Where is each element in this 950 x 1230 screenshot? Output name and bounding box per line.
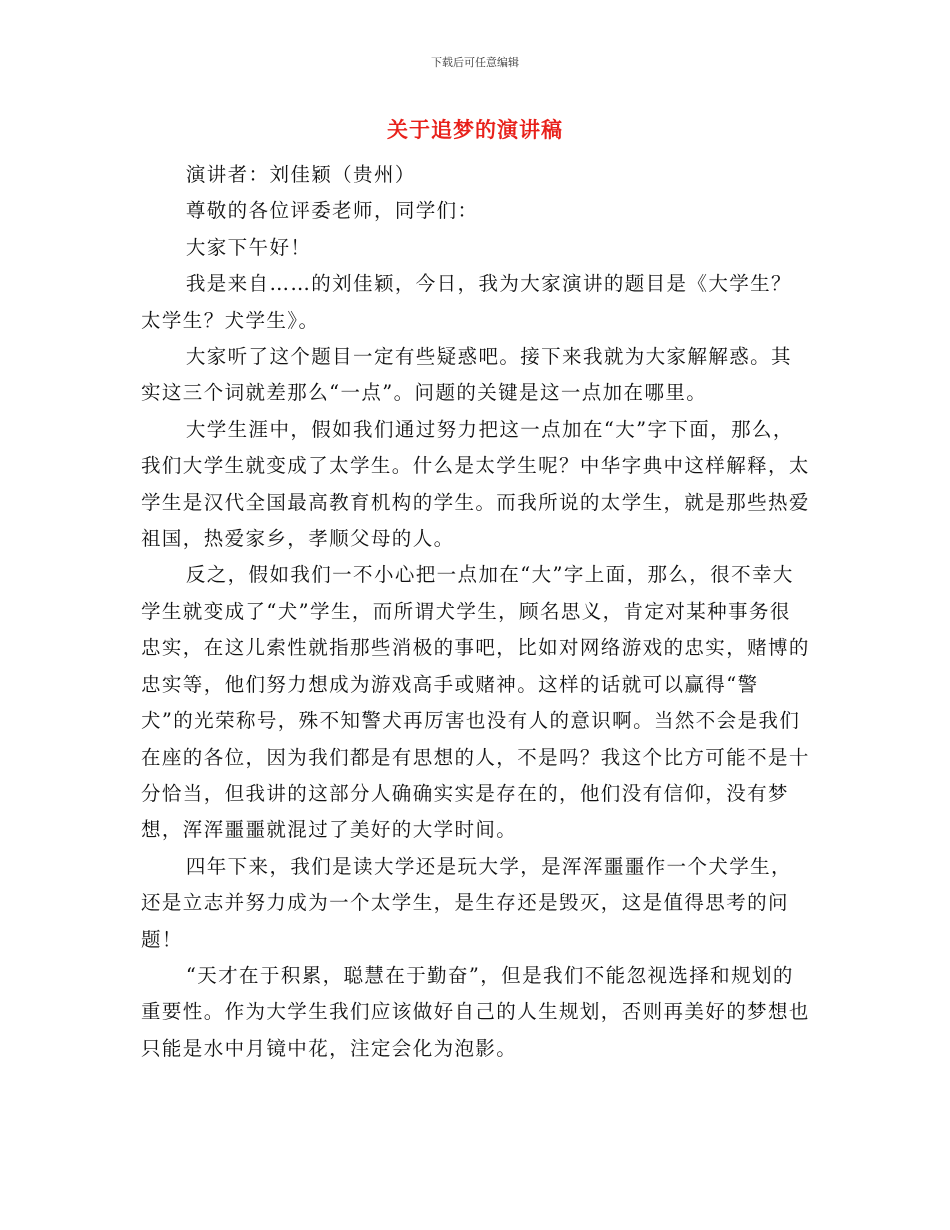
paragraph-intro: 我是来自……的刘佳颖，今日，我为大家演讲的题目是《大学生？太学生？犬学生》。 (141, 272, 792, 332)
greeting: 大家下午好！ (185, 235, 312, 259)
paragraph-question: 大家听了这个题目一定有些疑惑吧。接下来我就为大家解解惑。其实这三个词就差那么“一点”。问题的关键是这一点加在哪里。 (141, 345, 792, 405)
page-header-note: 下载后可任意编辑 (431, 56, 519, 69)
paragraph-planning: “天才在于积累，聪慧在于勤奋”，但是我们不能忽视选择和规划的重要性。作为大学生我们应该做好自己的人生规划，否则再美好的梦想也只能是水中月镜中花，注定会化为泡影。 (141, 963, 810, 1060)
speaker-line: 演讲者：刘佳颖（贵州） (185, 163, 416, 186)
paragraph-taixuesheng: 大学生涯中，假如我们通过努力把这一点加在“大”字下面，那么，我们大学生就变成了太学生。什么是太学生呢？中华字典中这样解释，太学生是汉代全国最高教育机构的学生。而我所说的太学生，就是那些热爱祖国，热爱家乡，孝顺父母的人。 (141, 417, 810, 551)
document-title: 关于追梦的演讲稿 (387, 118, 563, 142)
paragraph-quanxuesheng: 反之，假如我们一不小心把一点加在“大”字上面，那么，很不幸大学生就变成了“犬”学生，而所谓犬学生，顾名思义，肯定对某种事务很忠实，在这儿索性就指那些消极的事吧，比如对网络游戏的忠实，赌博的忠实等，他们努力想成为游戏高手或赌神。这样的话就可以赢得“警犬”的光荣称号，殊不知警犬再厉害也没有人的意识啊。当然不会是我们在座的各位，因为我们都是有思想的人，不是吗？我这个比方可能不是十分恰当，但我讲的这部分人确确实实是存在的，他们没有信仰，没有梦想，浑浑噩噩就混过了美好的大学时间。 (141, 563, 810, 842)
salutation: 尊敬的各位评委老师，同学们： (185, 199, 479, 223)
paragraph-four-years: 四年下来，我们是读大学还是玩大学，是浑浑噩噩作一个犬学生，还是立志并努力成为一个太学生，是生存还是毁灭，这是值得思考的问题！ (141, 854, 792, 951)
document-body (141, 157, 811, 1067)
